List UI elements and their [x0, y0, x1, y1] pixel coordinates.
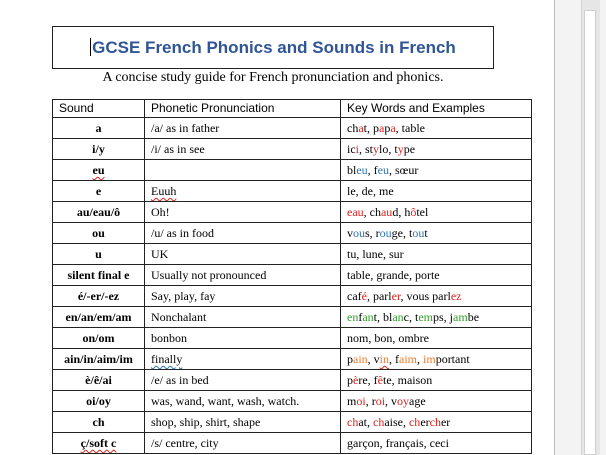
cell-examples — [341, 202, 532, 223]
example-text: nom, bon, ombre — [347, 331, 429, 345]
example-text: ch — [347, 121, 359, 135]
table-body — [53, 118, 532, 454]
table-row — [53, 265, 532, 286]
table-row — [53, 181, 532, 202]
example-text: , r — [365, 394, 376, 408]
phonetic-text: /i/ as in see — [151, 142, 205, 156]
example-text: , ch — [363, 205, 381, 219]
table-row — [53, 349, 532, 370]
example-text: be — [467, 310, 480, 324]
example-text: , sœur — [389, 163, 419, 177]
sound-text: on/om — [82, 331, 115, 345]
cell-examples — [341, 265, 532, 286]
highlighted-letters: en — [347, 310, 359, 324]
sound-text: ç/soft c — [80, 436, 117, 450]
phonetic-text: bonbon — [151, 331, 187, 345]
example-text: at, — [358, 415, 373, 429]
cell-examples — [341, 328, 532, 349]
example-text: er — [420, 415, 430, 429]
highlighted-letters: oi — [356, 394, 366, 408]
title-text-box[interactable] — [52, 26, 494, 69]
table-row — [53, 139, 532, 160]
example-text: , table — [395, 121, 425, 135]
example-text: ge, t — [391, 226, 413, 240]
cell-examples — [341, 160, 532, 181]
cell-sound — [53, 349, 145, 370]
sound-text: a — [95, 121, 102, 135]
example-text: lo, t — [379, 142, 398, 156]
cell-phonetic — [145, 139, 341, 160]
cell-sound — [53, 370, 145, 391]
highlighted-letters: ê — [377, 373, 383, 387]
example-text: aise, — [384, 415, 409, 429]
highlighted-letters: au — [380, 205, 393, 219]
cell-sound — [53, 265, 145, 286]
example-text: t, p — [363, 121, 379, 135]
example-text: caf — [347, 289, 362, 303]
cell-phonetic — [145, 412, 341, 433]
cell-examples — [341, 286, 532, 307]
cell-phonetic — [145, 433, 341, 454]
example-text: portant — [435, 352, 470, 366]
example-text: pe — [403, 142, 416, 156]
table-row — [53, 307, 532, 328]
highlighted-letters: aim — [399, 352, 418, 366]
highlighted-letters: am — [453, 310, 468, 324]
scrollbar-thumb[interactable] — [584, 10, 596, 455]
example-text: d, h — [392, 205, 411, 219]
highlighted-letters: ou — [412, 226, 425, 240]
cell-examples — [341, 223, 532, 244]
phonetic-text: /e/ as in bed — [151, 373, 209, 387]
cell-examples — [341, 391, 532, 412]
header-sound: Sound — [53, 100, 145, 118]
example-text: , parl — [366, 289, 392, 303]
phonetic-text: Nonchalant — [151, 310, 207, 324]
text-cursor — [90, 38, 91, 56]
highlighted-letters: ou — [379, 226, 392, 240]
example-text: tu, lune, sur — [347, 247, 404, 261]
highlighted-letters: ch — [373, 415, 385, 429]
phonetic-text: Say, play, fay — [151, 289, 216, 303]
phonetic-text: finally — [151, 352, 183, 366]
example-text: s, r — [365, 226, 380, 240]
highlighted-letters: ch — [347, 415, 359, 429]
cell-examples — [341, 370, 532, 391]
cell-sound — [53, 391, 145, 412]
document-subtitle: A concise study guide for French pronunciation and phonics. — [102, 70, 444, 85]
highlighted-letters: ô — [410, 205, 417, 219]
example-text: er — [440, 415, 451, 429]
example-text: , f — [367, 163, 378, 177]
table-header-row — [53, 100, 532, 118]
phonetic-text: Usually not pronounced — [151, 268, 267, 282]
highlighted-letters: an — [362, 310, 374, 324]
highlighted-letters: i — [355, 142, 360, 156]
sound-text: ch — [92, 415, 105, 429]
cell-examples — [341, 412, 532, 433]
cell-sound — [53, 412, 145, 433]
sound-text: ain/in/aim/im — [64, 352, 133, 366]
example-text: ps, j — [433, 310, 454, 324]
cell-examples — [341, 181, 532, 202]
table-row — [53, 160, 532, 181]
sound-text: ou — [92, 226, 105, 240]
highlighted-letters: a — [390, 121, 396, 135]
highlighted-letters: em — [418, 310, 433, 324]
example-text: v — [347, 226, 353, 240]
example-text: garçon, français, ceci — [347, 436, 449, 450]
example-text: t — [424, 226, 428, 240]
cell-sound — [53, 244, 145, 265]
phonetic-text: Oh! — [151, 205, 170, 219]
table-row — [53, 118, 532, 139]
highlighted-letters: eau — [347, 205, 364, 219]
example-text: p — [384, 121, 391, 135]
sound-text: e — [95, 184, 102, 198]
cell-phonetic — [145, 223, 341, 244]
highlighted-letters: y — [373, 142, 380, 156]
highlighted-letters: ez — [450, 289, 462, 303]
phonetic-text: /s/ centre, city — [151, 436, 219, 450]
highlighted-letters: ou — [353, 226, 365, 240]
header-examples: Key Words and Examples — [341, 100, 532, 118]
example-text: tel — [416, 205, 429, 219]
phonetic-text: UK — [151, 247, 169, 261]
example-text: ic — [347, 142, 356, 156]
cell-examples — [341, 433, 532, 454]
cell-sound — [53, 328, 145, 349]
table-row — [53, 391, 532, 412]
example-text: table, grande, porte — [347, 268, 440, 282]
cell-sound — [53, 223, 145, 244]
cell-sound — [53, 118, 145, 139]
table-row — [53, 370, 532, 391]
example-text: t, bl — [373, 310, 393, 324]
table-row — [53, 328, 532, 349]
example-text: , f — [389, 352, 400, 366]
cell-phonetic — [145, 160, 341, 181]
cell-examples — [341, 349, 532, 370]
highlighted-letters: eu — [356, 163, 368, 177]
example-text: c, t — [403, 310, 419, 324]
example-text: f — [358, 310, 363, 324]
cell-phonetic — [145, 286, 341, 307]
sound-text: silent final e — [67, 268, 130, 282]
highlighted-letters: è — [353, 373, 359, 387]
cell-phonetic — [145, 202, 341, 223]
sound-text: é/-er/-ez — [77, 289, 120, 303]
highlighted-letters: ch — [429, 415, 441, 429]
highlighted-letters: in — [379, 352, 390, 366]
highlighted-letters: oy — [397, 394, 410, 408]
cell-sound — [53, 139, 145, 160]
highlighted-letters: oi — [375, 394, 386, 408]
phonetic-text: was, wand, want, wash, watch. — [151, 394, 300, 408]
example-text: te, maison — [382, 373, 433, 387]
highlighted-letters: ch — [408, 415, 421, 429]
cell-phonetic — [145, 118, 341, 139]
highlighted-letters: a — [358, 121, 364, 135]
example-text: p — [347, 373, 353, 387]
cell-sound — [53, 160, 145, 181]
example-text: , v — [385, 394, 398, 408]
example-text: , vous parl — [400, 289, 451, 303]
table-row — [53, 202, 532, 223]
example-text: , — [417, 352, 424, 366]
document-title-text: GCSE French Phonics and Sounds in French — [92, 37, 456, 57]
table-row — [53, 433, 532, 454]
highlighted-letters: eu — [377, 163, 389, 177]
cell-phonetic — [145, 307, 341, 328]
header-phonetic: Phonetic Pronunciation — [145, 100, 341, 118]
cell-sound — [53, 181, 145, 202]
cell-examples — [341, 118, 532, 139]
cell-phonetic — [145, 244, 341, 265]
table-row — [53, 223, 532, 244]
highlighted-letters: é — [361, 289, 367, 303]
sound-text: eu — [92, 163, 105, 177]
phonetic-text: /a/ as in father — [151, 121, 220, 135]
sound-text: oi/oy — [86, 394, 111, 408]
example-text: , st — [359, 142, 374, 156]
sound-text: en/an/em/am — [65, 310, 132, 324]
example-text: bl — [347, 163, 357, 177]
cell-sound — [53, 286, 145, 307]
highlighted-letters: a — [379, 121, 385, 135]
example-text: re, f — [358, 373, 378, 387]
highlighted-letters: er — [391, 289, 401, 303]
sound-text: è/ê/ai — [85, 373, 112, 387]
table-row — [53, 244, 532, 265]
phonics-table — [52, 99, 532, 454]
highlighted-letters: y — [397, 142, 404, 156]
cell-phonetic — [145, 181, 341, 202]
phonetic-text: shop, ship, shirt, shape — [151, 415, 261, 429]
cell-phonetic — [145, 391, 341, 412]
example-text: , v — [367, 352, 380, 366]
cell-examples — [341, 244, 532, 265]
table-row — [53, 286, 532, 307]
document-title[interactable] — [90, 38, 456, 58]
cell-examples — [341, 307, 532, 328]
cell-sound — [53, 433, 145, 454]
cell-phonetic — [145, 328, 341, 349]
sound-text: i/y — [92, 142, 105, 156]
sound-text: au/eau/ô — [76, 205, 121, 219]
highlighted-letters: im — [423, 352, 436, 366]
sound-text: u — [95, 247, 102, 261]
table-row — [53, 412, 532, 433]
cell-examples — [341, 139, 532, 160]
highlighted-letters: ain — [353, 352, 368, 366]
example-text: age — [409, 394, 426, 408]
cell-phonetic — [145, 370, 341, 391]
example-text: m — [347, 394, 357, 408]
example-text: le, de, me — [347, 184, 394, 198]
phonetic-text: Euuh — [151, 184, 177, 198]
cell-phonetic — [145, 265, 341, 286]
cell-sound — [53, 307, 145, 328]
example-text: p — [347, 352, 353, 366]
phonetic-text: /u/ as in food — [151, 226, 214, 240]
cell-sound — [53, 202, 145, 223]
cell-phonetic — [145, 349, 341, 370]
highlighted-letters: an — [392, 310, 404, 324]
